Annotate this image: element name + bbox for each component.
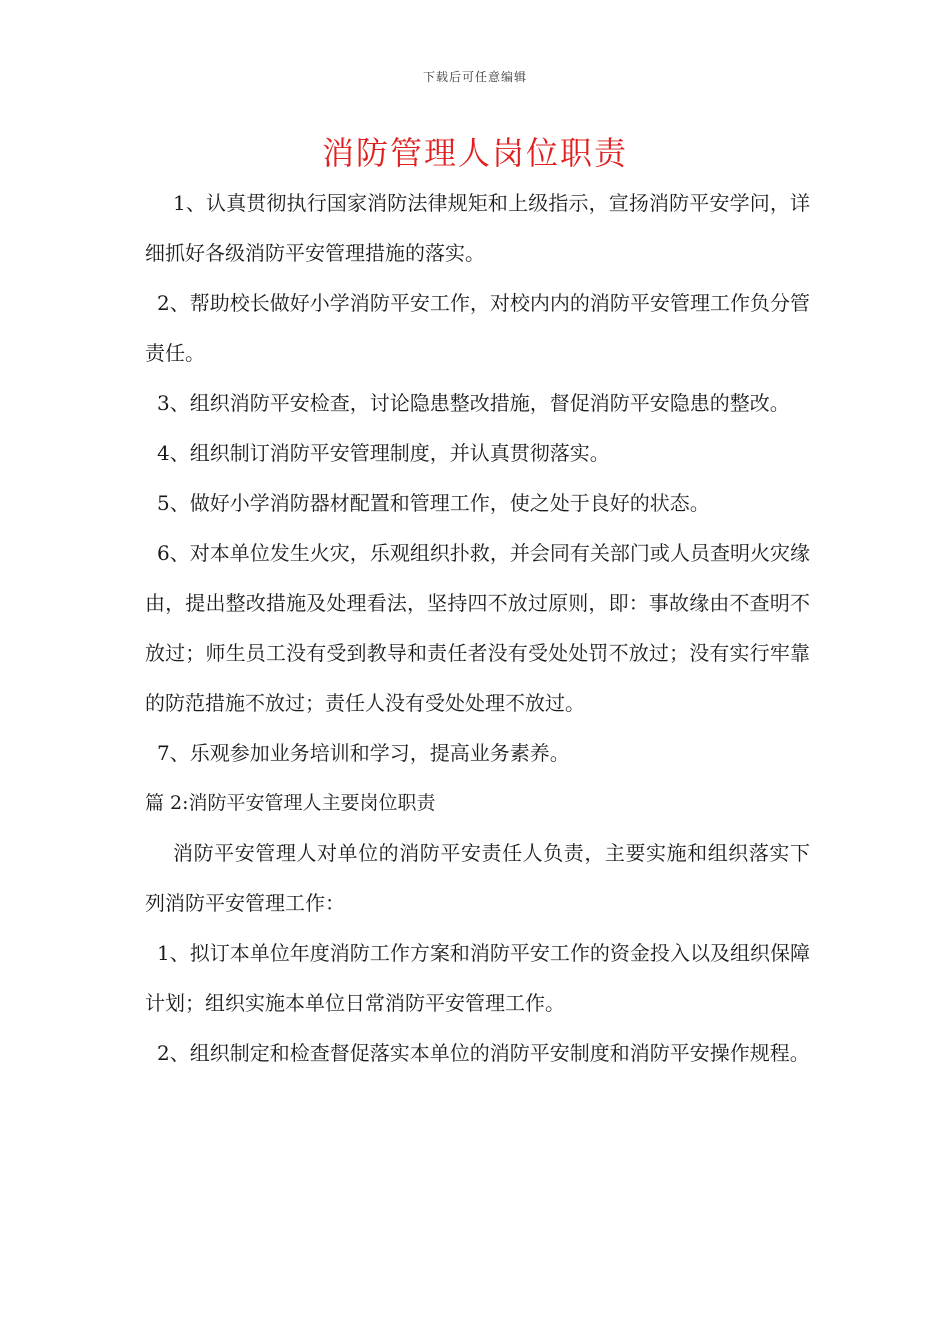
section-2-intro: 消防平安管理人对单位的消防平安责任人负责，主要实施和组织落实下列消防平安管理工作： xyxy=(145,841,810,915)
header-note: 下载后可任意编辑 xyxy=(422,70,527,84)
paragraph-5: 5、做好小学消防器材配置和管理工作，使之处于良好的状态。 xyxy=(157,491,710,515)
section-2-paragraph-1: 1、拟订本单位年度消防工作方案和消防平安工作的资金投入以及组织保障计划；组织实施本单位日常消防平安管理工作。 xyxy=(145,941,810,1015)
paragraph-4: 4、组织制订消防平安管理制度，并认真贯彻落实。 xyxy=(157,441,610,465)
paragraph-6: 6、对本单位发生火灾，乐观组织扑救，并会同有关部门或人员查明火灾缘由，提出整改措施及处理看法，坚持四不放过原则，即：事故缘由不查明不放过；师生员工没有受到教导和责任者没有受处处罚不放过；没有实行牢靠的防范措施不放过；责任人没有受处处理不放过。 xyxy=(145,541,810,715)
paragraph-3: 3、组织消防平安检查，讨论隐患整改措施，督促消防平安隐患的整改。 xyxy=(157,391,790,415)
section-2-heading: 篇 2:消防平安管理人主要岗位职责 xyxy=(145,792,436,814)
document-title: 消防管理人岗位职责 xyxy=(321,134,628,172)
paragraph-2: 2、帮助校长做好小学消防平安工作，对校内内的消防平安管理工作负分管责任。 xyxy=(145,291,810,365)
section-2-paragraph-2: 2、组织制定和检查督促落实本单位的消防平安制度和消防平安操作规程。 xyxy=(157,1041,810,1065)
paragraph-1: 1、认真贯彻执行国家消防法律规矩和上级指示，宣扬消防平安学问，详细抓好各级消防平安管理措施的落实。 xyxy=(145,191,810,265)
paragraph-7: 7、乐观参加业务培训和学习，提高业务素养。 xyxy=(157,741,570,765)
document-body xyxy=(145,178,810,1078)
